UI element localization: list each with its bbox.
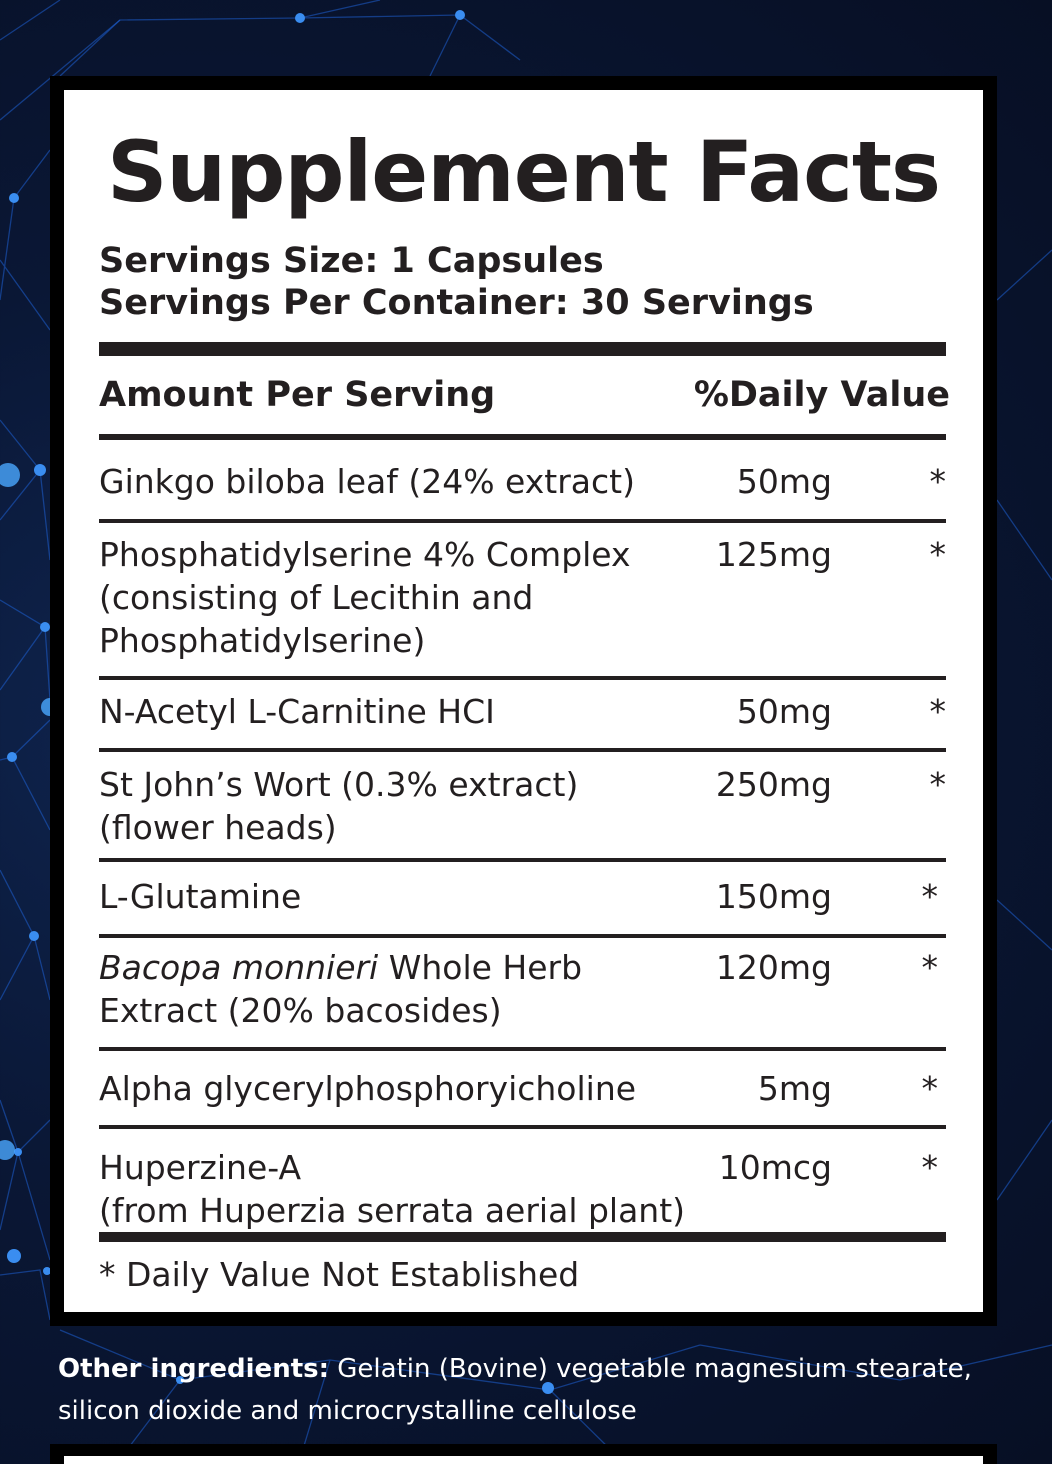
divider (99, 676, 946, 680)
ingredient-name: N-Acetyl L-Carnitine HCI (99, 692, 495, 731)
divider (99, 748, 946, 752)
ingredient-latin-name: Bacopa monnieri (99, 948, 379, 987)
ingredient-name: Ginkgo biloba leaf (24% extract) (99, 462, 635, 501)
ingredient-name (99, 1146, 739, 1232)
divider-thick (99, 342, 946, 356)
ingredient-amount: 5mg (757, 1069, 832, 1108)
divider (99, 1125, 946, 1129)
divider (99, 1047, 946, 1051)
ingredient-amount: 150mg (715, 877, 832, 916)
ingredient-daily-value: * (921, 948, 938, 987)
panel-body (64, 90, 983, 1312)
ingredient-name-line: St John’s Wort (0.3% extract) (99, 765, 579, 804)
ingredient-amount: 250mg (715, 765, 832, 804)
ingredient-amount: 120mg (715, 948, 832, 987)
ingredient-daily-value: * (929, 692, 946, 731)
ingredient-amount: 125mg (715, 535, 832, 574)
ingredient-amount: 50mg (736, 462, 832, 501)
ingredient-name-line: (flower heads) (99, 808, 337, 847)
other-ingredients-line (58, 1348, 1018, 1390)
ingredient-daily-value: * (921, 1069, 938, 1108)
ingredient-daily-value: * (921, 877, 938, 916)
ingredient-daily-value: * (929, 765, 946, 804)
ingredient-name (99, 763, 699, 849)
divider-thick (99, 1232, 946, 1242)
ingredient-daily-value: * (929, 535, 946, 574)
ingredient-name-line: (from Huperzia serrata aerial plant) (99, 1191, 686, 1230)
ingredient-amount: 10mcg (718, 1148, 832, 1187)
ingredient-name (99, 533, 699, 662)
ingredient-name-line: (consisting of Lecithin and (99, 578, 534, 617)
other-ingredients-text: Gelatin (Bovine) vegetable magnesium stearate, (329, 1354, 972, 1384)
divider (99, 934, 946, 938)
other-ingredients-line-2: silicon dioxide and microcrystalline cellulose (58, 1396, 637, 1426)
divider (99, 434, 946, 440)
supplement-facts-panel (50, 76, 997, 1326)
header-daily-value: %Daily Value (693, 375, 950, 415)
ingredient-name-line: Huperzine-A (99, 1148, 302, 1187)
ingredient-daily-value: * (929, 462, 946, 501)
servings-per-container: Servings Per Container: 30 Servings (99, 283, 814, 323)
divider (99, 858, 946, 862)
serving-size: Servings Size: 1 Capsules (99, 241, 604, 281)
header-amount-per-serving: Amount Per Serving (99, 375, 496, 415)
ingredient-name-line: Phosphatidylserine 4% Complex (99, 535, 631, 574)
ingredient-name-line: Phosphatidylserine) (99, 621, 426, 660)
other-ingredients-label: Other ingredients: (58, 1354, 330, 1384)
divider (99, 519, 946, 523)
ingredient-daily-value: * (921, 1148, 938, 1187)
ingredient-name-rest: Whole Herb (378, 948, 583, 987)
ingredient-name (99, 946, 699, 1032)
ingredient-name: Alpha glycerylphosphoryicholine (99, 1069, 637, 1108)
other-ingredients (58, 1348, 1018, 1432)
ingredient-name: L-Glutamine (99, 877, 302, 916)
panel-title: Supplement Facts (106, 123, 941, 221)
ingredient-amount: 50mg (736, 692, 832, 731)
ingredient-name-line (99, 946, 699, 989)
next-panel-edge (50, 1444, 997, 1464)
footnote: * Daily Value Not Established (99, 1255, 580, 1294)
ingredient-name-line: Extract (20% bacosides) (99, 991, 502, 1030)
